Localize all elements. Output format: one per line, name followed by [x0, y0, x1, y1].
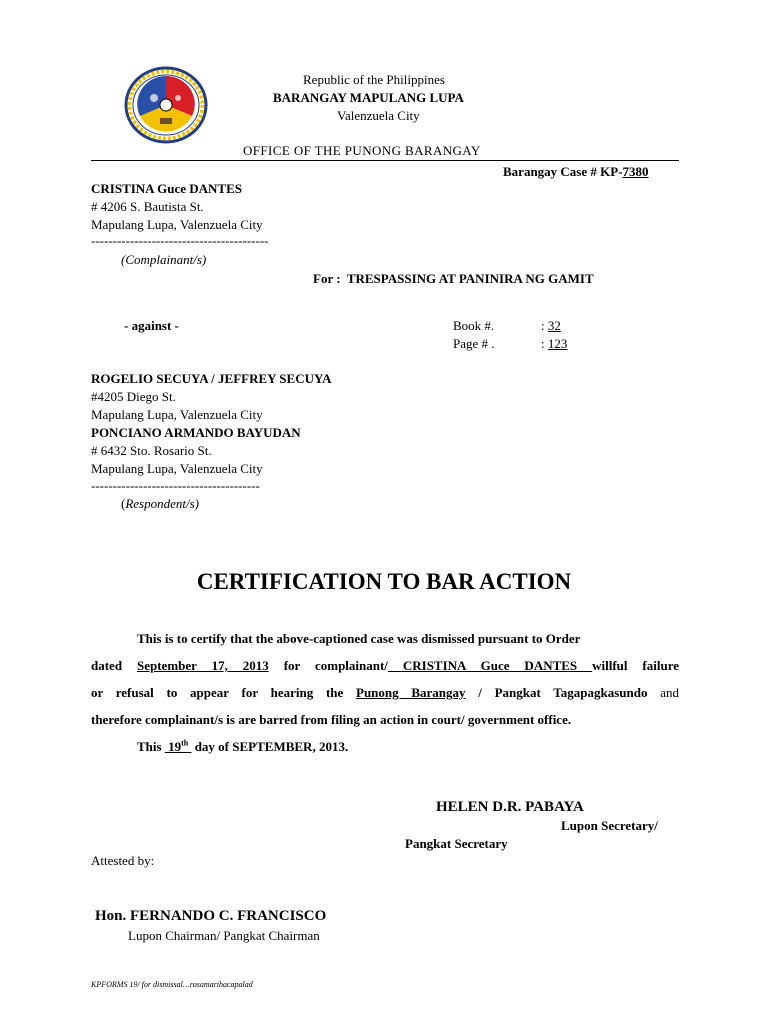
body-line-3: or refusal to appear for hearing the Punong Barangay / Pangkat Tagapagkasundo and: [91, 685, 679, 700]
case-number: Barangay Case # KP-7380: [503, 164, 649, 179]
header-city: Valenzuela City: [337, 108, 420, 123]
seal-logo: [124, 66, 208, 144]
header-divider: [91, 160, 679, 161]
body-line-5: This 19th day of SEPTEMBER, 2013.: [137, 738, 349, 754]
respondent-role: (Respondent/s): [121, 496, 199, 511]
respondent-1-name: ROGELIO SECUYA / JEFFREY SECUYA: [91, 371, 332, 386]
case-number-value: 7380: [622, 164, 649, 179]
dismissal-date: September 17, 2013: [136, 658, 269, 673]
body-line-2: dated September 17, 2013 for complainant/ CRISTINA Guce DANTES willful failure: [91, 658, 679, 673]
respondent-2-address-1: # 6432 Sto. Rosario St.: [91, 443, 212, 458]
body-line-4: therefore complainant/s is are barred from filing an action in court/ government office.: [91, 712, 572, 727]
header-republic: Republic of the Philippines: [303, 72, 445, 87]
signatory-title-1: Lupon Secretary/: [561, 818, 658, 833]
body-line-1: This is to certify that the above-captioned case was dismissed pursuant to Order: [137, 631, 581, 646]
against-label: - against -: [124, 318, 179, 333]
attester-title: Lupon Chairman/ Pangkat Chairman: [128, 928, 320, 943]
respondent-dashes: ---------------------------------------: [91, 478, 260, 493]
respondent-2-name: PONCIANO ARMANDO BAYUDAN: [91, 425, 301, 440]
signatory-title-2: Pangkat Secretary: [405, 836, 508, 851]
respondent-1-address-1: #4205 Diego St.: [91, 389, 176, 404]
for-line: For : TRESPASSING AT PANINIRA NG GAMIT: [313, 271, 594, 286]
complainant-dashes: -----------------------------------------: [91, 233, 269, 248]
attester-name: Hon. FERNANDO C. FRANCISCO: [95, 908, 327, 924]
signatory-name: HELEN D.R. PABAYA: [436, 799, 584, 815]
complainant-name: CRISTINA Guce DANTES: [91, 181, 242, 196]
book-label: Book #.: [453, 318, 495, 333]
book-value: : 32: [541, 318, 561, 333]
complainant-address-2: Mapulang Lupa, Valenzuela City: [91, 217, 263, 232]
complainant-address-1: # 4206 S. Bautista St.: [91, 199, 204, 214]
page-label: Page # .: [453, 336, 495, 351]
footer-form-code: KPFORMS 19/ for dismissal…rosamaribacapalad: [91, 980, 253, 989]
complainant-role: (Complainant/s): [121, 252, 207, 267]
complainant-name-inline: CRISTINA Guce DANTES: [387, 658, 593, 673]
respondent-1-address-2: Mapulang Lupa, Valenzuela City: [91, 407, 263, 422]
certificate-title: CERTIFICATION TO BAR ACTION: [196, 569, 572, 594]
respondent-2-address-2: Mapulang Lupa, Valenzuela City: [91, 461, 263, 476]
office-title: OFFICE OF THE PUNONG BARANGAY: [243, 143, 481, 158]
page-value: : 123: [541, 336, 568, 351]
attested-by-label: Attested by:: [91, 853, 155, 868]
header-barangay: BARANGAY MAPULANG LUPA: [273, 90, 464, 105]
